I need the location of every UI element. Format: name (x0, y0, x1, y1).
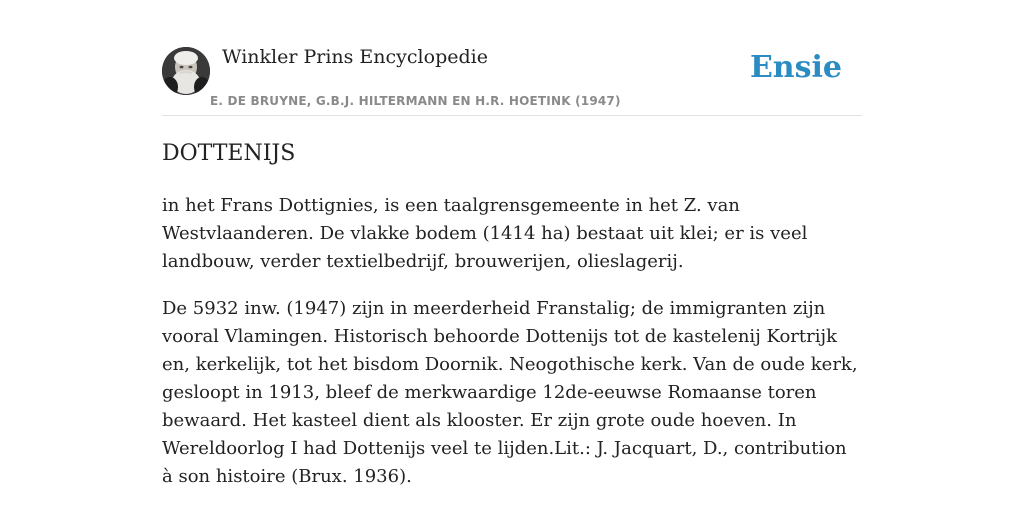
authors-line: E. DE BRUYNE, G.B.J. HILTERMANN EN H.R. HOETINK (1947) (210, 94, 621, 108)
entry-title: DOTTENIJS (162, 141, 296, 166)
book-title[interactable]: Winkler Prins Encyclopedie (222, 46, 488, 68)
entry-body (162, 192, 862, 510)
header (162, 0, 862, 116)
entry-paragraph: De 5932 inw. (1947) zijn in meerderheid Franstalig; de immigranten zijn vooral Vlamingen. Historisch behoorde Dottenijs tot de kastelenij Kortrijk en, kerkelijk, tot het bisdom Doornik. Neogothische kerk. Van de oude kerk, gesloopt in 1913, bleef de merkwaardige 12de-eeuwse Romaanse toren bewaard. Het kasteel dient als klooster. Er zijn grote oude hoeven. In Wereldoorlog I had Dottenijs veel te lijden.Lit.: J. Jacquart, D., contribution à son histoire (Brux. 1936). (162, 298, 858, 487)
author-portrait-icon[interactable] (162, 47, 210, 95)
ensie-logo[interactable]: Ensie (749, 50, 842, 85)
entry-paragraph: in het Frans Dottignies, is een taalgrensgemeente in het Z. van Westvlaanderen. De vlakke bodem (1414 ha) bestaat uit klei; er is veel landbouw, verder textielbedrijf, brouwerijen, olieslagerij. (162, 195, 808, 272)
page (162, 0, 862, 512)
